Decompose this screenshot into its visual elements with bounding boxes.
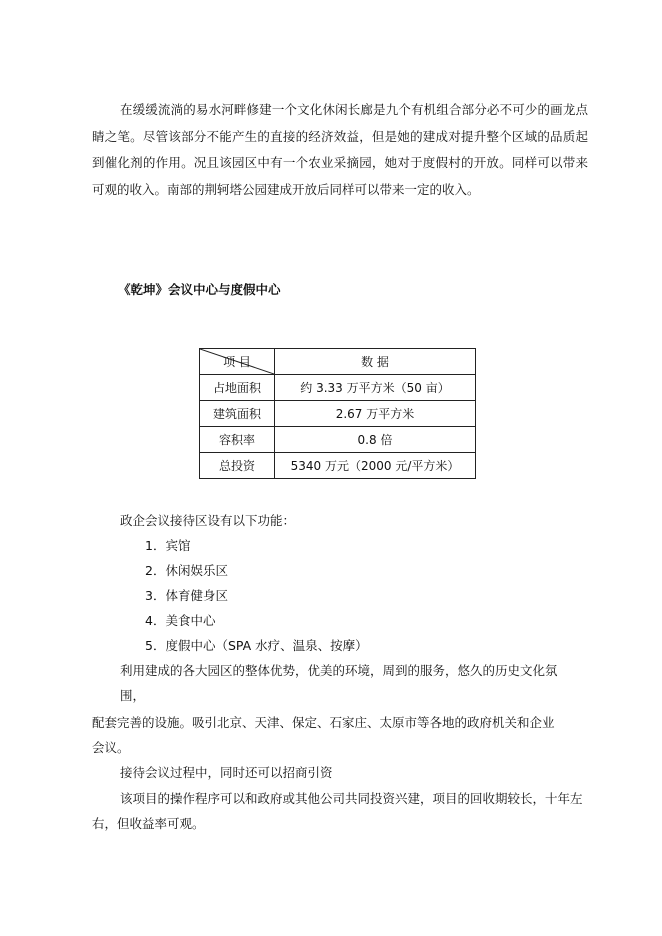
row-label: 建筑面积 <box>200 401 275 427</box>
row-value: 0.8 倍 <box>275 427 476 453</box>
functions-intro: 政企会议接待区设有以下功能： <box>120 513 296 528</box>
row-label: 总投资 <box>200 453 275 479</box>
table-row <box>200 401 476 427</box>
section-heading: 《乾坤》会议中心与度假中心 <box>118 282 281 297</box>
list-item: 5．度假中心（SPA 水疗、温泉、按摩） <box>145 638 368 653</box>
advantage-line-3: 配套完善的设施。吸引北京、天津、保定、石家庄、太原市等各地的政府机关和企业 <box>92 715 555 730</box>
operation-paragraph: 该项目的操作程序可以和政府或其他公司共同投资兴建，项目的回收期较长，十年左右，但收益率可观。 <box>92 791 583 831</box>
list-item: 2．休闲娱乐区 <box>145 563 228 578</box>
advantage-line-1: 利用建成的各大园区的整体优势，优美的环境，周到的服务，悠久的历史文化氛 <box>120 663 558 678</box>
list-item: 4．美食中心 <box>145 613 216 628</box>
table-header-item-label: 项 目 <box>223 355 251 369</box>
table-header-item <box>200 349 275 375</box>
table-row <box>200 427 476 453</box>
table-header-data <box>275 349 476 375</box>
table-header-data-label: 数 据 <box>361 355 389 369</box>
advantage-line-2: 围， <box>120 688 146 703</box>
investment-line: 接待会议过程中，同时还可以招商引资 <box>120 765 333 780</box>
row-value: 2.67 万平方米 <box>275 401 476 427</box>
project-data-table <box>199 348 476 479</box>
row-label: 占地面积 <box>200 375 275 401</box>
table-row <box>200 453 476 479</box>
row-value: 5340 万元（2000 元/平方米） <box>275 453 476 479</box>
intro-paragraph: 在缓缓流淌的易水河畔修建一个文化休闲长廊是九个有机组合部分必不可少的画龙点睛之笔。尽管该部分不能产生的直接的经济效益，但是她的建成对提升整个区域的品质起到催化剂的作用。况且该园区中有一个农业采摘园，她对于度假村的开放。同样可以带来可观的收入。南部的荆轲塔公园建成开放后同样可以带来一定的收入。 <box>92 102 588 197</box>
list-item: 3．体育健身区 <box>145 588 228 603</box>
row-value: 约 3.33 万平方米（50 亩） <box>275 375 476 401</box>
table-header-row <box>200 349 476 375</box>
table-row <box>200 375 476 401</box>
list-item: 1．宾馆 <box>145 538 191 553</box>
advantage-line-4: 会议。 <box>92 740 130 755</box>
row-label: 容积率 <box>200 427 275 453</box>
